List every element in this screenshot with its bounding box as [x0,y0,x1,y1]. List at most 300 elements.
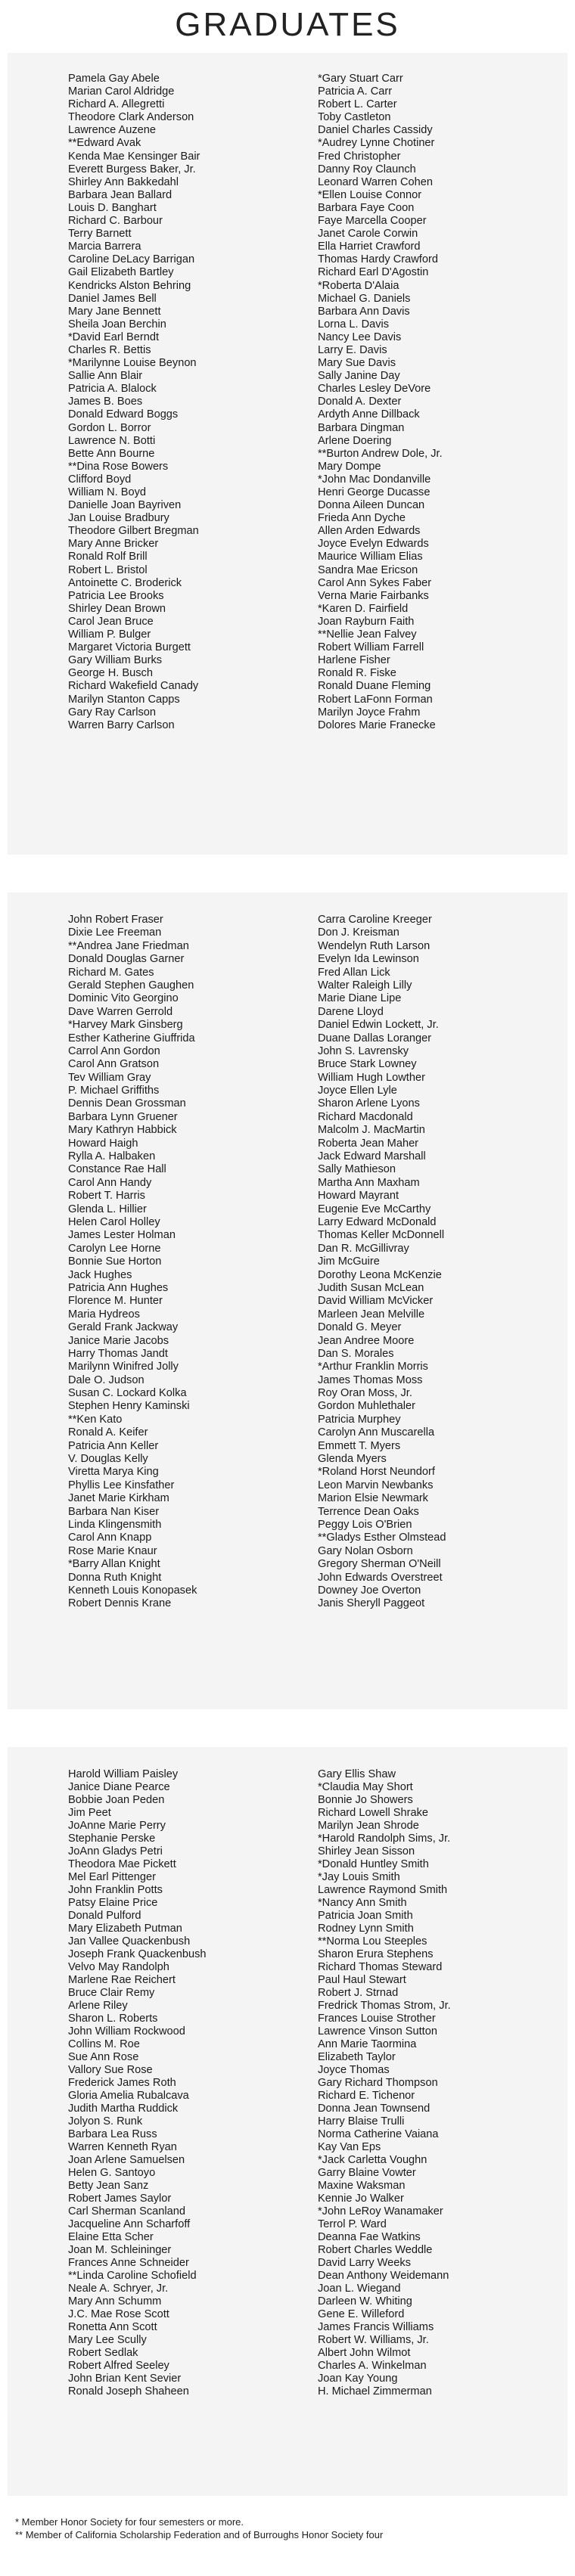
graduate-name: Daniel Charles Cassidy [318,124,433,137]
graduate-name: Mary Dompe [318,460,381,473]
graduate-name: Mary Ann Schumm [68,2295,162,2308]
graduate-name: Linda Klingensmith [68,1518,162,1531]
graduate-name: Robert LaFonn Forman [318,693,433,706]
graduate-name: Duane Dallas Loranger [318,1032,432,1044]
graduate-name: Donald Edward Boggs [68,408,179,421]
graduate-name: Joseph Frank Quackenbush [68,1948,207,1960]
graduate-name: Clifford Boyd [68,473,132,486]
graduate-name: Terry Barnett [68,228,132,241]
graduate-name: Joan M. Schleininger [68,2244,172,2256]
graduate-name: Gordon Muhlethaler [318,1400,415,1413]
graduate-name: Faye Marcella Cooper [318,215,427,228]
graduate-name: Frieda Ann Dyche [318,512,406,525]
graduate-name: Don J. Kreisman [318,926,399,939]
graduate-name: Bette Ann Bourne [68,447,155,460]
graduate-name: Marilyn Jean Shrode [318,1820,419,1832]
graduate-name: *Roberta D'Alaia [318,279,399,292]
graduate-name: Antoinette C. Broderick [68,576,182,589]
graduate-name: *Harvey Mark Ginsberg [68,1019,183,1032]
graduate-name: Joyce Ellen Lyle [318,1085,397,1097]
graduate-name: *Nancy Ann Smith [318,1897,407,1909]
graduate-name: Carl Sherman Scanland [68,2205,185,2218]
graduate-name: Kendricks Alston Behring [68,279,191,292]
graduate-name: Marlene Rae Reichert [68,1974,176,1986]
graduate-name: Lorna L. Davis [318,318,390,331]
graduate-name: Terrol P. Ward [318,2218,387,2230]
graduate-name: Judith Martha Ruddick [68,2103,179,2115]
graduate-name: Gary Nolan Osborn [318,1544,413,1557]
graduate-name: **Dina Rose Bowers [68,460,169,473]
graduate-name: Warren Kenneth Ryan [68,2141,177,2153]
graduate-name: Robert L. Bristol [68,563,148,576]
graduate-name: Dan R. McGillivray [318,1242,409,1255]
graduate-name: Joyce Thomas [318,2064,390,2076]
graduate-name: Larry E. Davis [318,343,387,356]
graduates-section-3 [8,1747,567,2496]
graduate-name: Mel Earl Pittenger [68,1871,156,1883]
names-column-right [318,1768,560,2398]
graduate-name: John Edwards Overstreet [318,1571,443,1584]
graduate-name: Maurice William Elias [318,551,423,563]
graduate-name: Stephanie Perske [68,1833,156,1845]
graduate-name: Carra Caroline Kreeger [318,914,432,926]
page-title: GRADUATES [175,6,400,43]
graduate-name: Warren Barry Carlson [68,718,175,731]
graduate-name: Gloria Amelia Rubalcava [68,2090,189,2102]
graduate-name: Howard Mayrant [318,1190,399,1203]
graduate-name: Garry Blaine Vowter [318,2167,416,2179]
graduate-name: Carolyn Ann Muscarella [318,1426,435,1439]
graduate-name: Sharon Erura Stephens [318,1948,434,1960]
graduate-name: John William Rockwood [68,2025,185,2038]
graduate-name: Donna Aileen Duncan [318,499,425,512]
graduate-name: Larry Edward McDonald [318,1215,437,1228]
graduate-name: Barbara Dingman [318,421,405,434]
graduate-name: Robert Dennis Krane [68,1597,172,1610]
graduates-section-1 [8,53,567,855]
graduate-name: Sandra Mae Ericson [318,563,418,576]
graduate-name: Esther Katherine Giuffrida [68,1032,195,1044]
graduate-name: Fred Christopher [318,150,401,163]
graduate-name: Norma Catherine Vaiana [318,2128,439,2140]
graduate-name: Mary Lee Scully [68,2334,147,2346]
graduate-name: *Claudia May Short [318,1781,413,1793]
graduate-name: Theodore Clark Anderson [68,111,194,124]
graduate-name: Carol Jean Bruce [68,615,154,628]
graduate-name: Ronald R. Fiske [318,667,396,680]
graduate-name: Frances Louise Strother [318,2013,436,2025]
graduate-name: Joan Arlene Samuelsen [68,2154,185,2166]
graduate-name: *Donald Huntley Smith [318,1858,429,1870]
graduate-name: Joan L. Wiegand [318,2283,401,2295]
graduate-name: *Jay Louis Smith [318,1871,400,1883]
graduate-name: Bruce Clair Remy [68,1987,155,1999]
footnote-honor-society: * Member Honor Society for four semesters or more. [15,2516,244,2528]
graduate-name: Helen G. Santoyo [68,2167,156,2179]
graduate-name: Jacqueline Ann Scharfoff [68,2218,191,2230]
graduate-name: Sally Janine Day [318,370,400,383]
graduate-name: Jim Peet [68,1807,111,1819]
graduate-name: Marilyn Stanton Capps [68,693,180,706]
graduate-name: Deanna Fae Watkins [318,2231,421,2243]
graduate-name: Gerald Frank Jackway [68,1321,179,1334]
graduate-name: Arlene Doering [318,434,392,447]
graduate-name: Dean Anthony Weidemann [318,2270,449,2282]
graduate-name: Richard Thomas Steward [318,1961,443,1973]
graduate-name: Harold William Paisley [68,1768,179,1780]
graduate-name: Susan C. Lockard Kolka [68,1387,187,1400]
graduate-name: Paul Haul Stewart [318,1974,406,1986]
graduate-name: Peggy Lois O'Brien [318,1518,412,1531]
graduate-name: Donald Pulford [68,1910,141,1922]
graduate-name: Leonard Warren Cohen [318,175,433,188]
graduate-name: Robert L. Carter [318,98,397,111]
names-column-left [68,73,310,732]
graduate-name: P. Michael Griffiths [68,1085,160,1097]
graduate-name: Rose Marie Knaur [68,1544,157,1557]
graduate-name: *John LeRoy Wanamaker [318,2205,443,2218]
graduate-name: William Hugh Lowther [318,1071,425,1084]
graduate-name: Jim McGuire [318,1255,380,1268]
graduate-name: Louis D. Banghart [68,201,157,214]
graduate-name: Sally Mathieson [318,1163,396,1176]
graduate-name: Malcolm J. MacMartin [318,1124,425,1137]
graduate-name: Phyllis Lee Kinsfather [68,1479,175,1491]
graduate-name: **Nellie Jean Falvey [318,628,417,641]
graduate-name: *Harold Randolph Sims, Jr. [318,1833,451,1845]
graduate-name: Ronald Duane Fleming [318,680,431,693]
graduate-name: Danielle Joan Bayriven [68,499,182,512]
graduate-name: Ronald A. Keifer [68,1426,148,1439]
graduate-name: Jolyon S. Runk [68,2115,143,2128]
graduate-name: Sharon Arlene Lyons [318,1097,420,1110]
graduate-name: Patricia Joan Smith [318,1910,413,1922]
graduate-name: Richard A. Allegretti [68,98,165,111]
graduate-name: Walter Raleigh Lilly [318,979,412,992]
graduate-name: Toby Castleton [318,111,391,124]
graduate-name: Harry Thomas Jandt [68,1347,168,1360]
graduate-name: Janice Diane Pearce [68,1781,170,1793]
graduate-name: Sallie Ann Blair [68,370,143,383]
graduate-name: Allen Arden Edwards [318,525,421,538]
graduate-name: Gordon L. Borror [68,421,151,434]
graduate-name: Charles A. Winkelman [318,2360,427,2372]
graduate-name: Rylla A. Halbaken [68,1150,156,1163]
graduate-name: Barbara Ann Davis [318,305,410,318]
graduate-name: Leon Marvin Newbanks [318,1479,434,1491]
graduate-name: Howard Haigh [68,1137,138,1150]
graduate-name: Joan Kay Young [318,2373,398,2385]
graduate-name: James Francis Williams [318,2321,434,2333]
graduate-name: Shirley Jean Sisson [318,1845,415,1858]
graduate-name: **Norma Lou Steeples [318,1935,427,1948]
graduate-name: Caroline DeLacy Barrigan [68,253,195,266]
graduate-name: Robert William Farrell [318,641,424,654]
graduate-name: Bonnie Sue Horton [68,1255,162,1268]
graduate-name: Jan Louise Bradbury [68,512,169,525]
graduate-name: H. Michael Zimmerman [318,2385,432,2398]
graduate-name: Lawrence Auzene [68,124,157,137]
graduate-name: Theodora Mae Pickett [68,1858,176,1870]
graduate-name: Jean Andree Moore [318,1334,415,1347]
graduate-name: Elizabeth Taylor [318,2051,396,2063]
graduate-name: Bruce Stark Lowney [318,1058,417,1071]
graduate-name: Janet Marie Kirkham [68,1492,169,1505]
graduate-name: Gerald Stephen Gaughen [68,979,194,992]
graduate-name: *Gary Stuart Carr [318,73,403,85]
graduate-name: Maria Hydreos [68,1308,140,1321]
graduate-name: Glenda Myers [318,1453,387,1466]
graduate-name: *Marilynne Louise Beynon [68,357,197,370]
graduate-name: Patricia Ann Keller [68,1439,159,1452]
graduate-name: Patsy Elaine Price [68,1897,158,1909]
graduate-name: Dennis Dean Grossman [68,1097,186,1110]
graduate-name: Donald A. Dexter [318,396,402,408]
graduate-name: Thomas Keller McDonnell [318,1229,445,1242]
graduate-name: Patricia A. Carr [318,85,393,98]
graduate-name: Carolyn Lee Horne [68,1242,161,1255]
graduate-name: Dorothy Leona McKenzie [318,1268,442,1281]
graduate-name: Barbara Nan Kiser [68,1505,160,1518]
graduate-name: Marilyn Joyce Frahm [318,706,421,718]
graduate-name: **Burton Andrew Dole, Jr. [318,447,443,460]
graduate-name: Lawrence N. Botti [68,434,156,447]
graduate-name: **Ken Kato [68,1413,123,1426]
graduate-name: Robert Alfred Seeley [68,2360,169,2372]
graduate-name: Bonnie Jo Showers [318,1794,413,1806]
graduate-name: Dixie Lee Freeman [68,926,162,939]
graduate-name: Florence M. Hunter [68,1295,163,1308]
graduate-name: Verna Marie Fairbanks [318,589,429,602]
graduate-name: Richard M. Gates [68,966,154,979]
graduate-name: Kenda Mae Kensinger Bair [68,150,200,163]
graduate-name: Helen Carol Holley [68,1215,160,1228]
graduate-name: Sheila Joan Berchin [68,318,166,331]
graduate-name: Ronald Joseph Shaheen [68,2385,189,2398]
graduate-name: Mary Anne Bricker [68,538,159,551]
graduate-name: Carol Ann Knapp [68,1532,152,1544]
graduate-name: Danny Roy Claunch [318,163,416,175]
graduate-name: Richard Lowell Shrake [318,1807,429,1819]
graduate-name: *Audrey Lynne Chotiner [318,137,435,150]
graduate-name: Daniel James Bell [68,292,157,305]
graduate-name: Vallory Sue Rose [68,2064,153,2076]
graduate-name: Mary Kathryn Habbick [68,1124,177,1137]
footnotes [15,2515,560,2541]
graduate-name: Nancy Lee Davis [318,331,402,343]
graduate-name: Charles Lesley DeVore [318,383,431,396]
graduate-name: Janice Marie Jacobs [68,1334,169,1347]
graduate-name: Barbara Jean Ballard [68,188,172,201]
graduate-name: Sharon L. Roberts [68,2013,158,2025]
graduate-name: Barbara Lynn Gruener [68,1110,178,1123]
graduate-name: Carol Ann Sykes Faber [318,576,432,589]
names-column-left [68,1768,310,2398]
graduate-name: Margaret Victoria Burgett [68,641,191,654]
graduate-name: William P. Bulger [68,628,151,641]
graduate-name: Joyce Evelyn Edwards [318,538,429,551]
graduate-name: Rodney Lynn Smith [318,1923,414,1935]
graduate-name: **Gladys Esther Olmstead [318,1532,446,1544]
graduate-name: David Larry Weeks [318,2257,412,2269]
graduate-name: Ella Harriet Crawford [318,241,421,253]
graduate-name: Robert James Saylor [68,2193,172,2205]
graduate-name: *Jack Carletta Voughn [318,2154,427,2166]
graduate-name: Wendelyn Ruth Larson [318,939,430,952]
graduate-name: Shirley Dean Brown [68,602,166,615]
graduate-name: Marie Diane Lipe [318,992,402,1005]
graduate-name: Darleen W. Whiting [318,2295,412,2308]
graduate-name: Tev William Gray [68,1071,151,1084]
graduate-name: Daniel Edwin Lockett, Jr. [318,1019,439,1032]
graduate-name: Velvo May Randolph [68,1961,169,1973]
graduate-name: Marian Carol Aldridge [68,85,175,98]
graduate-name: James Thomas Moss [318,1373,423,1386]
graduate-name: Richard Wakefield Canady [68,680,199,693]
graduate-name: *John Mac Dondanville [318,473,431,486]
graduate-name: Stephen Henry Kaminski [68,1400,190,1413]
graduate-name: Jack Edward Marshall [318,1150,426,1163]
graduate-name: Viretta Marya King [68,1466,159,1479]
graduate-name: *Roland Horst Neundorf [318,1466,435,1479]
graduate-name: Glenda L. Hillier [68,1203,147,1215]
graduate-name: Donna Jean Townsend [318,2103,430,2115]
names-column-left [68,914,310,1611]
graduate-name: Gregory Sherman O'Neill [318,1558,441,1571]
graduate-name: John Robert Fraser [68,914,163,926]
graduate-name: Gail Elizabeth Bartley [68,266,174,279]
graduate-name: Theodore Gilbert Bregman [68,525,199,538]
graduate-name: Fred Allan Lick [318,966,390,979]
graduate-name: Richard Macdonald [318,1110,413,1123]
graduate-name: Lawrence Vinson Sutton [318,2025,437,2038]
graduate-name: Robert Charles Weddle [318,2244,433,2256]
names-column-right [318,73,560,732]
graduate-name: Patricia Ann Hughes [68,1281,169,1294]
graduate-name: John S. Lavrensky [318,1044,409,1057]
graduate-name: Bobbie Joan Peden [68,1794,165,1806]
graduate-name: Dan S. Morales [318,1347,394,1360]
graduate-name: Richard E. Tichenor [318,2090,415,2102]
graduate-name: Patricia Murphey [318,1413,401,1426]
graduate-name: Pamela Gay Abele [68,73,160,85]
names-column-right [318,914,560,1611]
graduate-name: Mary Sue Davis [318,357,396,370]
graduate-name: Janet Carole Corwin [318,228,418,241]
graduate-name: Robert W. Williams, Jr. [318,2334,429,2346]
graduate-name: John Brian Kent Sevier [68,2373,182,2385]
graduate-name: Richard Earl D'Agostin [318,266,429,279]
graduate-name: JoAnn Gladys Petri [68,1845,163,1858]
graduate-name: Darene Lloyd [318,1005,384,1018]
graduate-name: V. Douglas Kelly [68,1453,148,1466]
graduate-name: Gary Ellis Shaw [318,1768,396,1780]
graduate-name: Terrence Dean Oaks [318,1505,419,1518]
graduate-name: Carol Ann Handy [68,1176,152,1189]
graduate-name: Richard C. Barbour [68,215,163,228]
graduate-name: Elaine Etta Scher [68,2231,154,2243]
graduate-name: Joan Rayburn Faith [318,615,415,628]
graduate-name: Dominic Vito Georgino [68,992,179,1005]
graduate-name: Sue Ann Rose [68,2051,139,2063]
graduate-name: Carol Ann Gratson [68,1058,160,1071]
graduate-name: Henri George Ducasse [318,486,430,498]
graduate-name: Barbara Faye Coon [318,201,415,214]
graduate-name: Ann Marie Taormina [318,2038,417,2050]
graduate-name: Mary Jane Bennett [68,305,161,318]
graduate-name: Dolores Marie Franecke [318,718,436,731]
graduate-name: *Arthur Franklin Morris [318,1361,428,1373]
graduate-name: David William McVicker [318,1295,434,1308]
graduate-name: Jan Vallee Quackenbush [68,1935,191,1948]
graduate-name: Marion Elsie Newmark [318,1492,428,1505]
graduate-name: Gary William Burks [68,654,163,667]
graduate-name: Collins M. Roe [68,2038,140,2050]
graduate-name: Gene E. Willeford [318,2308,405,2320]
graduate-name: JoAnne Marie Perry [68,1820,166,1832]
graduate-name: Patricia Lee Brooks [68,589,164,602]
graduate-name: Downey Joe Overton [318,1584,421,1597]
graduate-name: Neale A. Schryer, Jr. [68,2283,169,2295]
graduate-name: Marleen Jean Melville [318,1308,425,1321]
graduate-name: Ardyth Anne Dillback [318,408,420,421]
footnote-scholarship-federation: ** Member of California Scholarship Federation and of Burroughs Honor Society four [15,2529,384,2540]
graduate-name: Harlene Fisher [318,654,390,667]
graduates-section-2 [8,892,567,1709]
graduate-name: George H. Busch [68,667,153,680]
graduate-name: Harry Blaise Trulli [318,2115,405,2128]
graduate-name: Arlene Riley [68,2000,128,2012]
graduate-name: Mary Elizabeth Putman [68,1923,182,1935]
graduate-name: Frederick James Roth [68,2077,176,2089]
graduate-name: Dave Warren Gerrold [68,1005,173,1018]
graduate-name: Judith Susan McLean [318,1281,424,1294]
graduate-name: Maxine Waksman [318,2180,406,2192]
graduate-name: Charles R. Bettis [68,343,151,356]
graduate-name: *Ellen Louise Connor [318,188,422,201]
graduate-name: Albert John Wilmot [318,2347,411,2359]
graduate-name: James Lester Holman [68,1229,176,1242]
graduate-name: Eugenie Eve McCarthy [318,1203,431,1215]
graduate-name: Evelyn Ida Lewinson [318,953,419,966]
graduate-name: Kenneth Louis Konopasek [68,1584,197,1597]
graduate-name: *Karen D. Fairfield [318,602,409,615]
graduate-name: **Linda Caroline Schofield [68,2270,197,2282]
graduate-name: William N. Boyd [68,486,146,498]
graduate-name: Thomas Hardy Crawford [318,253,438,266]
graduate-name: Donald G. Meyer [318,1321,402,1334]
graduate-name: *Barry Allan Knight [68,1558,160,1571]
graduate-name: J.C. Mae Rose Scott [68,2308,169,2320]
graduate-name: Carrol Ann Gordon [68,1044,160,1057]
graduate-name: Marilynn Winifred Jolly [68,1361,179,1373]
graduate-name: Roberta Jean Maher [318,1137,419,1150]
graduate-name: Dale O. Judson [68,1373,145,1386]
graduate-name: Gary Richard Thompson [318,2077,438,2089]
graduate-name: Robert T. Harris [68,1190,145,1203]
graduate-name: *David Earl Berndt [68,331,160,343]
graduate-name: **Edward Avak [68,137,141,150]
graduate-name: Jack Hughes [68,1268,132,1281]
graduate-name: Frances Anne Schneider [68,2257,189,2269]
graduate-name: Donald Douglas Garner [68,953,185,966]
graduate-name: Robert Sedlak [68,2347,138,2359]
graduate-name: James B. Boes [68,396,143,408]
graduate-name: Barbara Lea Russ [68,2128,157,2140]
graduate-name: Kennie Jo Walker [318,2193,404,2205]
graduate-name: Gary Ray Carlson [68,706,156,718]
graduate-name: Robert J. Strnad [318,1987,399,1999]
